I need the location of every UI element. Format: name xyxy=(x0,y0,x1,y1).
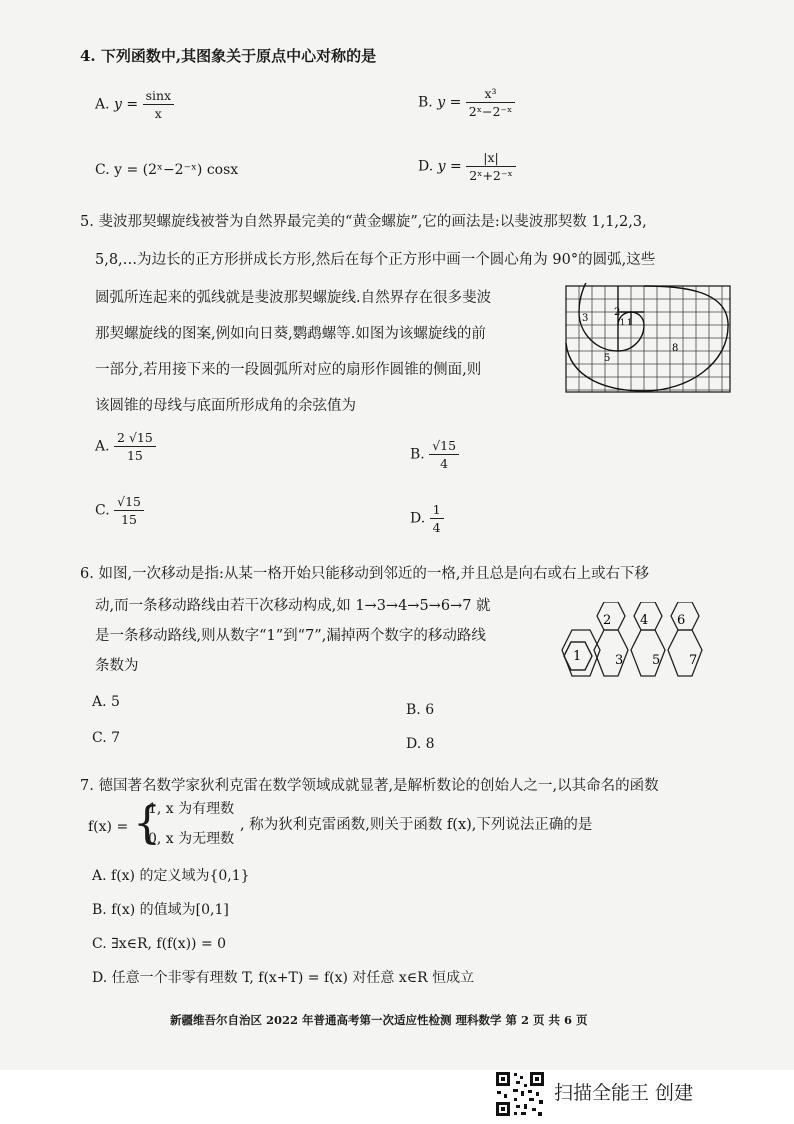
q7-line-1: 7. 德国著名数学家狄利克雷在数学领域成就显著,是解析数论的创始人之一,以其命名的函数 xyxy=(80,778,659,794)
q4-d-label: D. xyxy=(418,158,434,175)
q4-b-fraction xyxy=(466,86,516,119)
spiral-label-1b: 1 xyxy=(627,318,633,327)
q4-option-b xyxy=(418,86,515,119)
q5-line-4: 那契螺旋线的图案,例如向日葵,鹦鹉螺等.如图为该螺旋线的前 xyxy=(95,326,486,342)
q6-option-b: B. 6 xyxy=(406,702,435,718)
q4-b-lhs: y = xyxy=(437,94,462,111)
fibonacci-spiral-figure xyxy=(558,283,734,401)
q5-option-a xyxy=(95,430,156,463)
q5-c-denominator: 15 xyxy=(121,512,138,527)
q6-option-d: D. 8 xyxy=(406,736,435,752)
q5-c-fraction xyxy=(114,494,144,527)
q4-d-fraction xyxy=(466,150,516,183)
q5-a-denominator: 15 xyxy=(126,448,143,463)
q6-line-4: 条数为 xyxy=(95,658,139,674)
scanner-watermark: 扫描全能王 创建 xyxy=(554,1082,694,1104)
q5-b-denominator: 4 xyxy=(440,456,449,471)
q4-a-lhs: y = xyxy=(114,96,139,113)
q7-brace: { xyxy=(133,798,161,849)
q4-option-a xyxy=(95,88,174,121)
q4-d-denominator: 2ˣ+2⁻ˣ xyxy=(469,168,513,183)
q5-d-label: D. xyxy=(410,510,426,527)
q4-option-d xyxy=(418,150,516,183)
q5-b-label: B. xyxy=(410,446,425,463)
q4-a-denominator: x xyxy=(154,106,162,121)
q5-d-numerator: 1 xyxy=(430,502,444,519)
q5-b-fraction xyxy=(429,438,459,471)
hex-label-5: 5 xyxy=(652,653,661,668)
q4-stem: 4. 下列函数中,其图象关于原点中心对称的是 xyxy=(80,47,377,65)
q7-case-irrational: 0, x 为无理数 xyxy=(148,831,235,847)
q5-line-5: 一部分,若用接下来的一段圆弧所对应的扇形作圆锥的侧面,则 xyxy=(95,362,482,378)
q6-line-1: 6. 如图,一次移动是指:从某一格开始只能移动到邻近的一格,并且总是向右或右上或右下移 xyxy=(80,566,650,582)
q4-a-fraction xyxy=(143,88,175,121)
q6-line-2: 动,而一条移动路线由若干次移动构成,如 1→3→4→5→6→7 就 xyxy=(95,598,491,614)
q5-option-d xyxy=(410,502,444,535)
q7-option-a: A. f(x) 的定义域为{0,1} xyxy=(92,868,250,884)
q5-line-2: 5,8,…为边长的正方形拼成长方形,然后在每个正方形中画一个圆心角为 90°的圆弧,这些 xyxy=(95,252,656,268)
q5-option-c xyxy=(95,494,144,527)
q4-b-denominator: 2ˣ−2⁻ˣ xyxy=(468,104,513,119)
qr-code-icon xyxy=(494,1070,546,1118)
q5-d-fraction xyxy=(430,502,444,535)
q5-option-b xyxy=(410,438,459,471)
q7-after-definition: , 称为狄利克雷函数,则关于函数 f(x),下列说法正确的是 xyxy=(240,817,593,833)
hex-label-7: 7 xyxy=(689,653,698,668)
q5-line-3: 圆弧所连起来的弧线就是斐波那契螺旋线.自然界存在很多斐波 xyxy=(95,290,492,306)
q4-d-numerator: |x| xyxy=(466,150,516,167)
q5-c-label: C. xyxy=(95,502,110,519)
q7-option-c: C. ∃x∈R, f(f(x)) = 0 xyxy=(92,936,227,952)
hex-label-2: 2 xyxy=(603,613,612,628)
q4-b-numerator: x³ xyxy=(466,86,516,103)
q4-d-lhs: y = xyxy=(437,158,462,175)
q5-a-label: A. xyxy=(95,438,110,455)
q5-a-fraction xyxy=(114,430,156,463)
q4-a-numerator: sinx xyxy=(143,88,175,105)
hex-label-1: 1 xyxy=(573,649,582,664)
hex-label-3: 3 xyxy=(615,653,624,668)
q5-d-denominator: 4 xyxy=(432,520,441,535)
q6-option-a: A. 5 xyxy=(92,694,120,710)
q5-b-numerator: √15 xyxy=(429,438,459,455)
q7-option-d: D. 任意一个非零有理数 T, f(x+T) = f(x) 对任意 x∈R 恒成立 xyxy=(92,970,475,986)
page-footer: 新疆维吾尔自治区 2022 年普通高考第一次适应性检测 理科数学 第 2 页 共 6 页 xyxy=(170,1013,588,1027)
q7-option-b: B. f(x) 的值域为[0,1] xyxy=(92,902,229,918)
q5-c-numerator: √15 xyxy=(114,494,144,511)
spiral-label-2: 2 xyxy=(614,307,621,318)
q4-option-c: C. y = (2ˣ−2⁻ˣ) cosx xyxy=(95,162,239,178)
q5-a-numerator: 2 √15 xyxy=(114,430,156,447)
q4-a-label: A. xyxy=(95,96,110,113)
spiral-label-1a: 1 xyxy=(620,318,626,327)
q6-option-c: C. 7 xyxy=(92,730,121,746)
spiral-label-3: 3 xyxy=(582,313,589,324)
q5-line-1: 5. 斐波那契螺旋线被誉为自然界最完美的“黄金螺旋”,它的画法是:以斐波那契数 1,1,2,3, xyxy=(80,214,647,230)
hex-label-6: 6 xyxy=(677,613,686,628)
hexagon-grid-figure xyxy=(560,602,720,682)
spiral-label-5: 5 xyxy=(604,353,611,364)
q7-case-rational: 1, x 为有理数 xyxy=(148,801,235,817)
hex-label-4: 4 xyxy=(640,613,649,628)
q4-b-label: B. xyxy=(418,94,433,111)
q6-line-3: 是一条移动路线,则从数字“1”到“7”,漏掉两个数字的移动路线 xyxy=(95,628,486,644)
q7-function-lhs: f(x) = xyxy=(88,819,129,835)
spiral-label-8: 8 xyxy=(672,343,679,354)
q5-line-6: 该圆锥的母线与底面所形成角的余弦值为 xyxy=(95,398,356,414)
